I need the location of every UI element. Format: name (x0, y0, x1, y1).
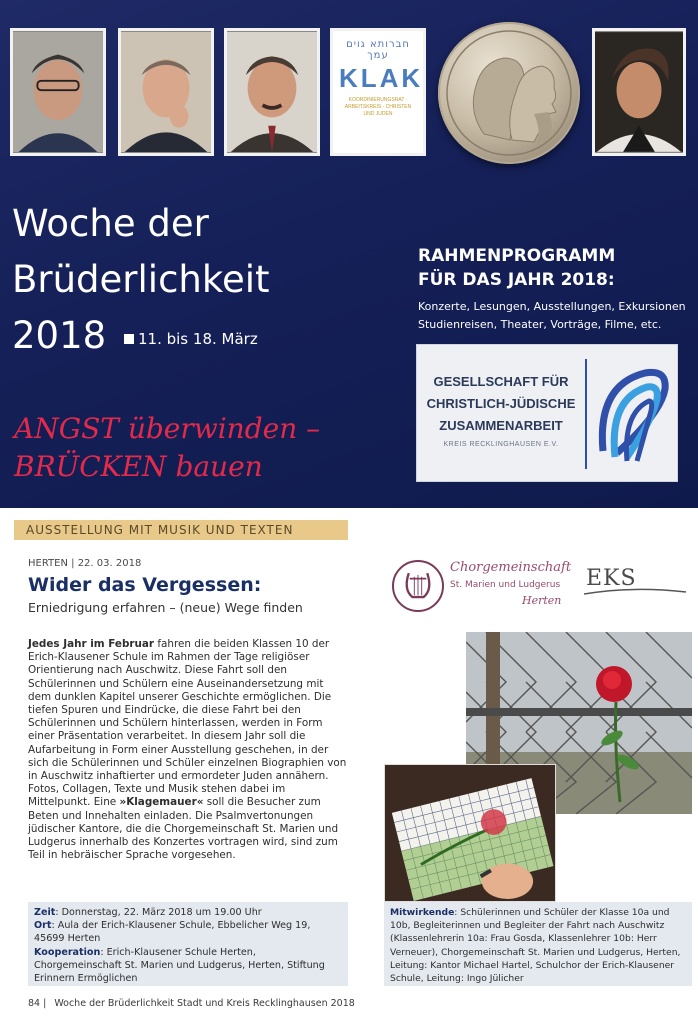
article-section (0, 508, 698, 1020)
page-number: 84 | (28, 998, 47, 1009)
mitwirkende-label: Mitwirkende (390, 907, 455, 918)
gcjz-divider (585, 359, 587, 469)
gcjz-line3: ZUSAMMENARBEIT (439, 418, 563, 433)
rahmenprogramm-line2: FÜR DAS JAHR 2018: (418, 270, 615, 290)
mitwirkende-value: : Schülerinnen und Schüler der Klasse 10a und 10b, Begleiterinnen und Begleiter der Fahrt nach Auschwitz (Klassenlehrerin 10a: Frau Gosda, Klassenlehrer 10b: Herr Verneuer), Chorgemeinschaft St. Marien und Ludgerus, Herten, Leitung: Kantor Michael Hartel, Schulchor der Erich-Klausener Schule, Leitung: Ingo Jülicher (390, 907, 681, 985)
info-ort (34, 919, 342, 932)
cover-title-line2: Brüderlichkeit (12, 258, 270, 301)
klak-name: KLAK (339, 63, 424, 93)
kooperation-value: : Erich-Klausener Schule Herten, Chorgemeinschaft St. Marien und Ludgerus, Herten, Stiftung Erinnern Ermöglichen (34, 946, 325, 985)
article-paragraph-1 (28, 638, 348, 783)
zeit-label: Zeit (34, 907, 56, 918)
page-footer (28, 998, 355, 1009)
p2-start: Fotos, Collagen, Texte und Musik stehen dabei im Mittelpunkt. Eine (28, 783, 286, 809)
buber-rosenzweig-medal (438, 22, 580, 164)
footer-text: Woche der Brüderlichkeit Stadt und Kreis Recklinghausen 2018 (54, 998, 355, 1009)
gcjz-line1: GESELLSCHAFT FÜR (433, 374, 569, 389)
rahmenprogramm-line1: RAHMENPROGRAMM (418, 246, 616, 266)
cover-dates (124, 330, 258, 348)
info-ort-2: 45699 Herten (34, 933, 101, 945)
info-zeit (34, 906, 342, 919)
lead-bold: Jedes Jahr im Februar (28, 638, 155, 650)
article-subheadline: Erniedrigung erfahren – (neue) Wege finden (28, 600, 303, 615)
article-body (28, 638, 348, 862)
article-headline: Wider das Vergessen: (28, 574, 262, 596)
eks-swoosh-icon (582, 586, 688, 598)
info-kooperation (34, 946, 342, 986)
rahmenprogramm-title (418, 244, 615, 292)
kooperation-label: Kooperation (34, 946, 101, 958)
cover-slogan (14, 410, 320, 486)
gcjz-subtitle: KREIS RECKLINGHAUSEN E.V. (443, 441, 559, 448)
zeit-value: : Donnerstag, 22. März 2018 um 19.00 Uhr (55, 907, 262, 918)
gcjz-logo-box (416, 344, 678, 482)
article-paragraph-2 (28, 783, 348, 862)
cover-title-line1: Woche der (12, 202, 209, 245)
choir-city: Herten (522, 594, 562, 607)
portrait-photo-3 (224, 28, 320, 156)
portrait-photo-1 (10, 28, 106, 156)
slogan-line1: ANGST überwinden – (14, 412, 321, 445)
lyre-icon (392, 560, 444, 612)
contributors-box (384, 902, 692, 986)
cover-section (0, 0, 698, 508)
p2-bold: »Klagemauer« (119, 796, 204, 809)
gcjz-bridge-icon (593, 355, 673, 471)
gcjz-line2: CHRISTLICH-JÜDISCHE (426, 396, 576, 411)
portrait-photo-2 (118, 28, 214, 156)
cover-title-line3: 2018 (12, 314, 107, 357)
choir-logos (392, 556, 692, 616)
eks-logo: EKS (586, 566, 637, 591)
rahmenprogramm-text-line1: Konzerte, Lesungen, Ausstellungen, Exkursionen (418, 300, 686, 313)
section-tag: AUSSTELLUNG MIT MUSIK UND TEXTEN (14, 520, 348, 540)
ort-label: Ort (34, 920, 52, 932)
ort-value: : Aula der Erich-Klausener Schule, Ebbelicher Weg 19, (51, 920, 311, 932)
rahmenprogramm-text (418, 298, 686, 334)
cover-dates-text: 11. bis 18. März (138, 330, 258, 348)
article-meta: HERTEN | 22. 03. 2018 (28, 558, 142, 569)
square-bullet-icon (124, 334, 134, 344)
event-info-box (28, 902, 348, 986)
slogan-line2: BRÜCKEN bauen (14, 450, 263, 483)
klak-hebrew-text: חברותא גוים עמך (346, 39, 410, 61)
klak-subtitle: KOORDINIERUNGSRAT · ARBEITSKREIS · CHRISTEN UND JUDEN (344, 97, 412, 117)
p2-rest: soll die Besucher zum Beten und Innehalten einladen. Die Psalmvertonungen jüdischer Kantore, die die Chorgemeinschaft St. Marien und Ludgerus innerhalb des Konzertes vortragen wird, sind zum Teil in hebräischer Sprache vorgesehen. (28, 796, 339, 862)
choir-subtitle: St. Marien und Ludgerus (450, 580, 561, 590)
portrait-photo-4 (592, 28, 686, 156)
rahmenprogramm-text-line2: Studienreisen, Theater, Vorträge, Filme, etc. (418, 318, 662, 331)
klak-logo (330, 28, 426, 156)
choir-name: Chorgemeinschaft (450, 560, 572, 575)
rose-drawing-photo (384, 764, 556, 902)
lead-rest: fahren die beiden Klassen 10 der Erich-Klausener Schule im Rahmen der Tage religiöser Orientierung nach Auschwitz. Diese Fahrt soll den Schülerinnen und Schülern eine Auseinandersetzung mit dem dunklen Kapitel unserer Geschichte ermöglichen. Die tiefen Spuren und Eindrücke, die diese Fahrt bei den Schülerinnen und Schülern hinterlassen, werden in Form einer Präsentation verarbeitet. In diesem Jahr soll die Aufarbeitung in Form einer Ausstellung geschehen, in der sich die Schülerinnen und Schüler einzelnen Biographien von in Auschwitz inhaftierter und ermordeter Juden annähern. (28, 638, 347, 783)
gcjz-text (425, 371, 577, 448)
